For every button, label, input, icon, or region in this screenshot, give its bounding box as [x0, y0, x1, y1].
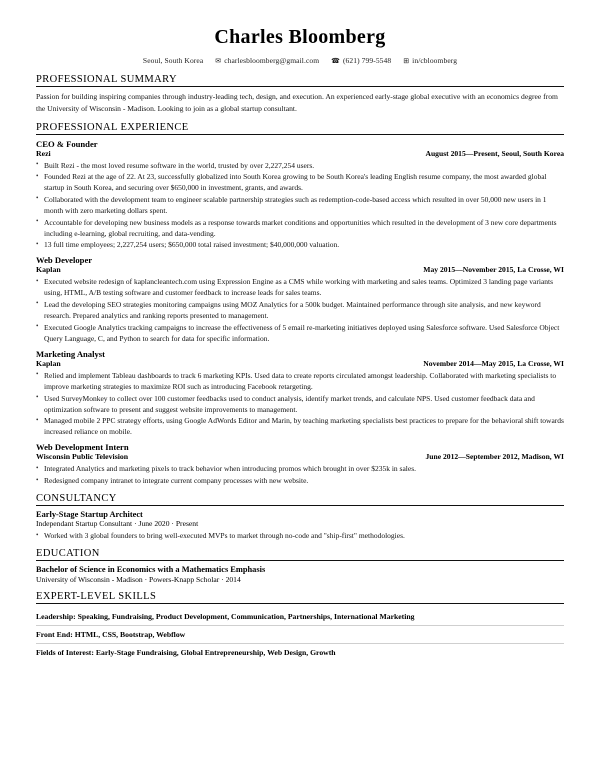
contact-location: Seoul, South Korea: [142, 56, 204, 65]
job-title: Web Developer: [36, 255, 93, 266]
job-subheader: [36, 359, 564, 368]
consultancy-role: Early-Stage Startup Architect: [36, 510, 143, 520]
summary-text: Passion for building inspiring companies through industry-leading tech, design, and execution. An experienced early-stage global executive with an economics degree from the University of Wisconsin - Madison. Looking to join as a global startup consultant.: [36, 92, 558, 113]
section-heading: CONSULTANCY: [36, 493, 564, 506]
linkedin-icon: ⊞: [403, 57, 410, 65]
skills-list: [36, 608, 564, 661]
skill-line: Leadership: Speaking, Fundraising, Product Development, Communication, Partnerships, International Marketing: [36, 608, 564, 626]
job-bullet: • Built Rezi - the most loved resume software in the world, trusted by over 2,227,254 users.: [36, 160, 564, 171]
job-bullet: • Managed mobile 2 PPC strategy efforts, using Google AdWords Editor and Marin, by teaching marketing specialists best practices to prepare for the behavioral shift towards increased reliance on mobile.: [36, 415, 564, 437]
job-company: Kaplan: [36, 358, 61, 368]
envelope-icon: ✉: [215, 57, 222, 65]
consultancy-bullet: • Worked with 3 global founders to bring well-executed MVPs to market through no-code and "ship-first" methodologies.: [36, 530, 564, 541]
experience-entry: [36, 139, 564, 251]
job-bullet: • Executed Google Analytics tracking campaigns to increase the effectiveness of 5 email re-marketing initiatives deployed using Salesforce software. Used Salesforce Object Query Language, C, and Python to search for data for specific information.: [36, 322, 564, 344]
consultancy-subline: Independant Startup Consultant · June 2020 · Present: [36, 519, 199, 529]
experience-entry: [36, 349, 564, 438]
job-title: Web Development Intern: [36, 442, 129, 453]
section-heading: PROFESSIONAL EXPERIENCE: [36, 122, 564, 135]
job-title: CEO & Founder: [36, 138, 98, 149]
consultancy-bullet-list: [36, 530, 564, 541]
job-bullet: • Redesigned company intranet to integrate current company processes with new website.: [36, 475, 564, 486]
page-title: Charles Bloomberg: [214, 26, 386, 48]
section-heading: EDUCATION: [36, 548, 564, 561]
job-date-location: August 2015—Present, Seoul, South Korea: [425, 148, 564, 158]
job-bullet: • Accountable for developing new business models as a response towards market conditions and opportunities which resulted in the development of 3 new core departments including e-learning, global recruiting, and data-vending.: [36, 217, 564, 239]
skill-line: Front End: HTML, CSS, Bootstrap, Webflow: [36, 626, 564, 644]
job-company: Wisconsin Public Television: [36, 452, 129, 462]
job-subheader: [36, 452, 564, 461]
job-bullet: • Collaborated with the development team to engineer scalable partnership strategies such as redemption-code-based access which resulted in over 50,000 new users in 1 month with zero marketing dollars spent.: [36, 194, 564, 216]
job-bullet: • Relied and implement Tableau dashboards to track 6 marketing KPIs. Used data to create reports circulated amongst leadership. Collaborated with marketing specialists to improve marketing strategies to maximize ROI such as introducing Facebook retargeting.: [36, 370, 564, 392]
job-bullet-list: [36, 276, 564, 344]
job-company: Rezi: [36, 148, 51, 158]
job-bullet: • Lead the developing SEO strategies monitoring campaigns using MOZ Analytics for a 500k budget. Maintained performance through site analysis, and new keyword research. Prepared analytics and ranking reports presented to management.: [36, 299, 564, 321]
section-heading: EXPERT-LEVEL SKILLS: [36, 591, 564, 604]
job-bullet: • Executed website redesign of kaplancleantech.com using Expression Engine as a CMS while working with marketing and sales teams. Optimized 3 landing page variants using, HTML, A/B testing software and customer feedback to increase leads for sales teams.: [36, 276, 564, 298]
skill-line: Fields of Interest: Early-Stage Fundraising, Global Entrepreneurship, Web Design, Growth: [36, 648, 336, 658]
job-subheader: [36, 149, 564, 158]
contact-line: [36, 56, 564, 65]
job-date-location: May 2015—November 2015, La Crosse, WI: [423, 265, 564, 275]
education-subline: University of Wisconsin - Madison · Powers-Knapp Scholar · 2014: [36, 575, 241, 585]
job-bullet: • 13 full time employees; 2,227,254 users; $650,000 total raised investment; $40,000,000 valuation.: [36, 239, 564, 250]
education-degree: Bachelor of Science in Economics with a Mathematics Emphasis: [36, 565, 266, 575]
job-subheader: [36, 265, 564, 274]
job-date-location: November 2014—May 2015, La Crosse, WI: [423, 358, 564, 368]
job-bullet-list: [36, 160, 564, 251]
contact-email[interactable]: charlesbloomberg@gmail.com: [224, 56, 320, 65]
contact-linkedin[interactable]: in/cbloomberg: [412, 56, 458, 65]
section-education: [36, 548, 564, 584]
experience-entry: [36, 442, 564, 486]
section-heading: PROFESSIONAL SUMMARY: [36, 74, 564, 87]
job-bullet: • Founded Rezi at the age of 22. At 23, successfully globalized into South Korea growing to be South Korea's leading English resume company, the most awarded global startup in South Korea, and securing over $650,000 in investment, grants, and awards.: [36, 171, 564, 193]
contact-phone[interactable]: (621) 799-5548: [342, 56, 392, 65]
job-bullet: • Integrated Analytics and marketing pixels to track behavior when introducing promos which brought in over $235k in sales.: [36, 463, 564, 474]
job-company: Kaplan: [36, 265, 61, 275]
phone-icon: ☎: [331, 57, 340, 65]
job-bullet-list: [36, 463, 564, 486]
section-expert-level-skills: [36, 591, 564, 661]
job-bullet-list: [36, 370, 564, 438]
job-title: Marketing Analyst: [36, 348, 105, 359]
job-date-location: June 2012—September 2012, Madison, WI: [425, 452, 564, 462]
section-professional-experience: [36, 122, 564, 487]
experience-entry: [36, 255, 564, 344]
section-professional-summary: [36, 74, 564, 115]
section-consultancy: [36, 493, 564, 541]
job-bullet: • Used SurveyMonkey to collect over 100 customer feedbacks used to conduct analysis, identify market trends, and calculate NPS. Used customer feedback data and optimization software to present and suggest website improvements to management.: [36, 393, 564, 415]
